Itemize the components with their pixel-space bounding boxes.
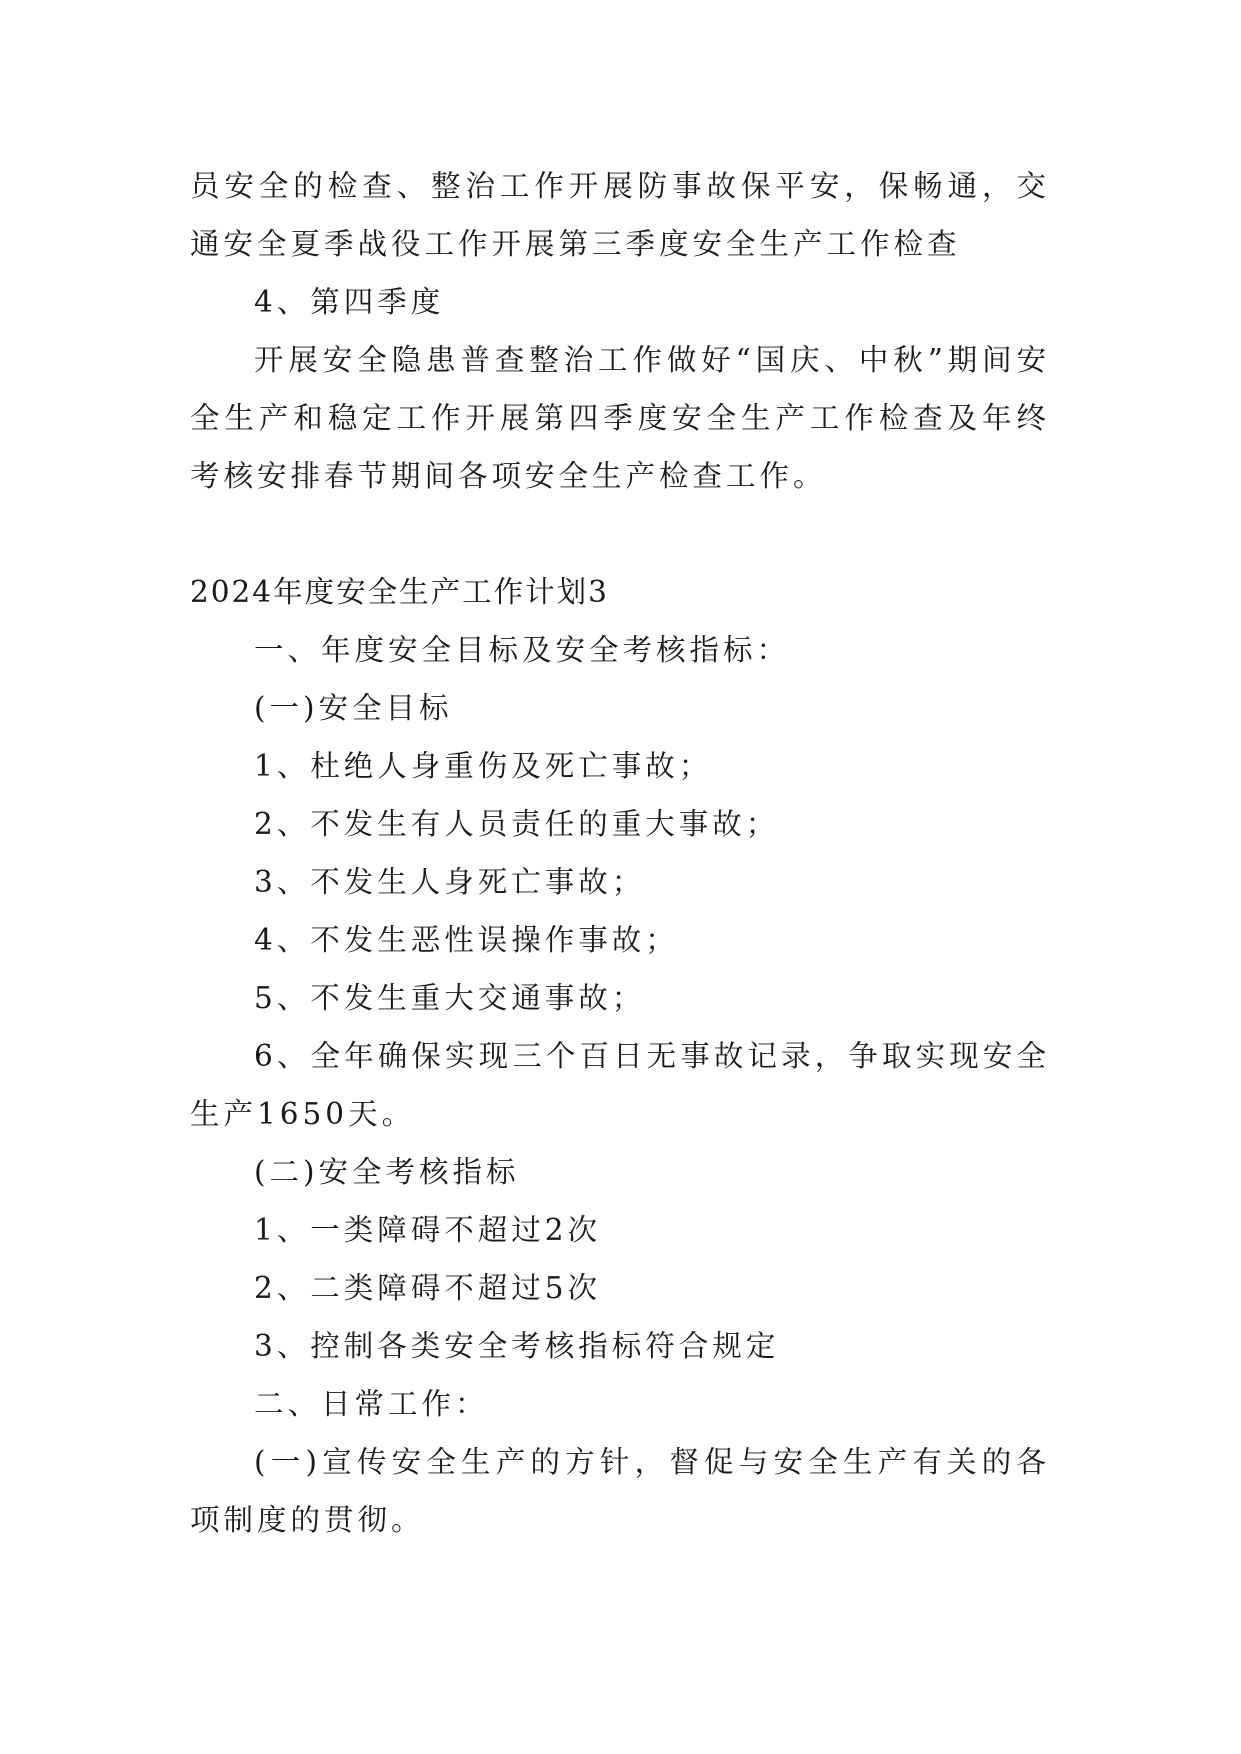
heading-fourth-quarter: 4、第四季度: [254, 285, 445, 319]
paragraph-daily-work: (一)宣传安全生产的方针，督促与安全生产有关的各项制度的贯彻。: [190, 1445, 1050, 1537]
paragraph-fourth-quarter: 开展安全隐患普查整治工作做好“国庆、中秋”期间安全生产和稳定工作开展第四季度安全生产工作检查及年终考核安排春节期间各项安全生产检查工作。: [190, 343, 1050, 493]
list-item: 1、杜绝人身重伤及死亡事故；: [254, 749, 713, 783]
section-title: 2024年度安全生产工作计划3: [190, 575, 609, 609]
list-item: 5、不发生重大交通事故；: [254, 981, 646, 1015]
list-item: 3、控制各类安全考核指标符合规定: [254, 1329, 780, 1363]
section-spacer: [190, 505, 1050, 563]
document-body: [190, 157, 1050, 1549]
list-item: 1、一类障碍不超过2次: [254, 1213, 602, 1247]
list-item: 2、不发生有人员责任的重大事故；: [254, 807, 780, 841]
list-item: 2、二类障碍不超过5次: [254, 1271, 602, 1305]
list-item: 4、不发生恶性误操作事故；: [254, 923, 679, 957]
heading-assessment-indicators: (二)安全考核指标: [254, 1155, 520, 1189]
heading-daily-work: 二、日常工作：: [254, 1387, 489, 1421]
heading-annual-targets: 一、年度安全目标及安全考核指标：: [254, 633, 791, 667]
heading-safety-goals: (一)安全目标: [254, 691, 453, 725]
list-item: 6、全年确保实现三个百日无事故记录，争取实现安全生产1650天。: [190, 1039, 1050, 1131]
list-item: 3、不发生人身死亡事故；: [254, 865, 646, 899]
paragraph-continuation: 员安全的检查、整治工作开展防事故保平安，保畅通，交通安全夏季战役工作开展第三季度安全生产工作检查: [190, 169, 1050, 261]
